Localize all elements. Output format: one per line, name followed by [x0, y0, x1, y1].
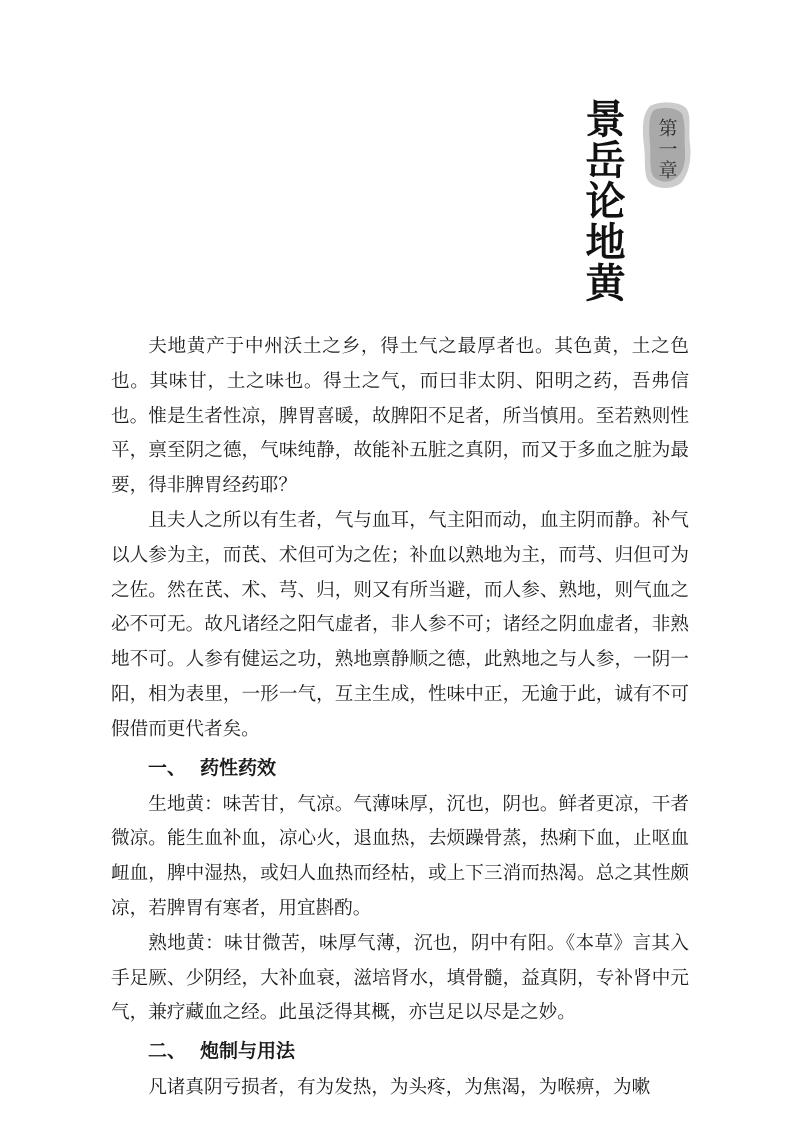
- section-title: 炮制与用法: [200, 1040, 296, 1063]
- chapter-title: 景岳论地黄: [579, 98, 626, 303]
- paragraph: 凡诸真阴亏损者，有为发热，为头疼，为焦渴，为喉痹，为嗽: [148, 1077, 651, 1099]
- paragraph: 夫地黄产于中州沃土之乡，得土气之最厚者也。其色黄，土之色也。其味甘，土之味也。得土之气，而曰非太阴、阳明之药，吾弗信也。惟是生者性凉，脾胃喜暖，故脾阳不足者，所当慎用。至若熟则性平，禀至阴之德，气味纯静，故能补五脏之真阴，而又于多血之脏为最要，得非脾胃经药耶？: [111, 336, 689, 497]
- chapter-number-label: 第一章: [655, 118, 678, 181]
- paragraph: 熟地黄：味甘微苦，味厚气薄，沉也，阴中有阳。《本草》言其入手足厥、少阴经，大补血衰，滋培肾水，填骨髓，益真阴，专补肾中元气，兼疗藏血之经。此虽泛得其概，亦岂足以尽是之妙。: [111, 932, 689, 1024]
- paragraph: 生地黄：味苦甘，气凉。气薄味厚，沉也，阴也。鲜者更凉，干者微凉。能生血补血，凉心火，退血热，去烦躁骨蒸，热痢下血，止呕血衄血，脾中湿热，或妇人血热而经枯，或上下三消而热渴。总之其性颇凉，若脾胃有寒者，用宜斟酌。: [111, 793, 689, 919]
- section-title: 药性药效: [200, 756, 277, 779]
- paragraph: 且夫人之所以有生者，气与血耳，气主阳而动，血主阴而静。补气以人参为主，而芪、术但可为之佐；补血以熟地为主，而芎、归但可为之佐。然在芪、术、芎、归，则又有所当避，而人参、熟地，则气血之必不可无。故凡诸经之阳气虚者，非人参不可；诸经之阴血虚者，非熟地不可。人参有健运之功，熟地禀静顺之德，此熟地之与人参，一阴一阳，相为表里，一形一气，互主生成，性味中正，无逾于此，诚有不可假借而更代者矣。: [111, 509, 689, 740]
- section-heading: [111, 1031, 689, 1071]
- section-number: 二、: [148, 1040, 187, 1063]
- chapter-badge: [640, 100, 692, 190]
- body-text: [111, 330, 689, 1106]
- section-heading: [111, 748, 689, 788]
- section-number: 一、: [148, 756, 187, 779]
